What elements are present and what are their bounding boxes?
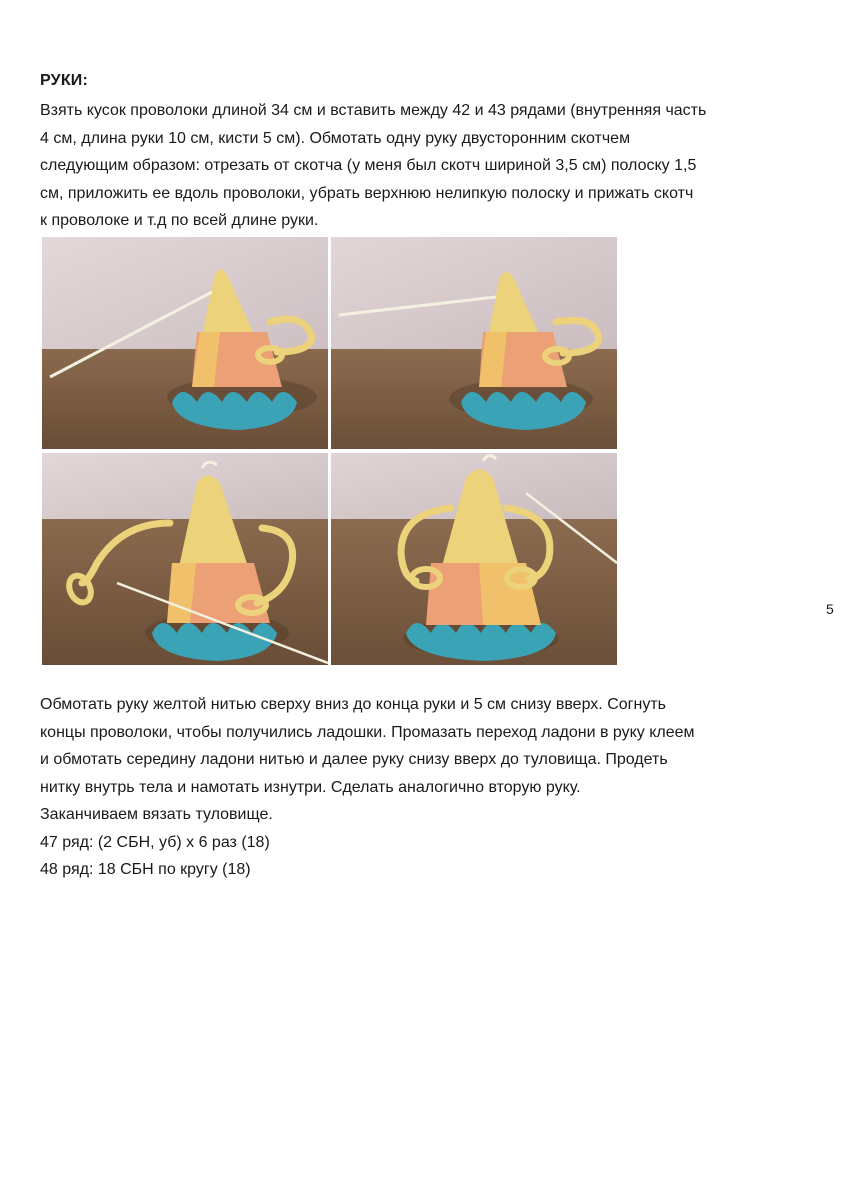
section-heading: РУКИ: bbox=[40, 72, 89, 89]
intro-line: см, приложить ее вдоль проволоки, убрать верхнюю нелипкую полоску и прижать скотч bbox=[40, 184, 694, 202]
crochet-doll-photo-icon bbox=[331, 453, 617, 665]
photo-step-3 bbox=[42, 453, 328, 665]
steps-line: Обмотать руку желтой нитью сверху вниз до конца руки и 5 см снизу вверх. Согнуть bbox=[40, 696, 666, 713]
crochet-doll-photo-icon bbox=[331, 237, 617, 449]
intro-paragraph bbox=[40, 97, 810, 235]
photo-step-1 bbox=[42, 237, 328, 449]
photo-step-4 bbox=[331, 453, 617, 665]
steps-line: 47 ряд: (2 СБН, уб) х 6 раз (18) bbox=[40, 833, 270, 851]
intro-line: 4 см, длина руки 10 см, кисти 5 см). Обмотать одну руку двусторонним скотчем bbox=[40, 129, 631, 147]
page-number: 5 bbox=[826, 601, 834, 617]
crochet-doll-photo-icon bbox=[42, 453, 328, 665]
intro-line: следующим образом: отрезать от скотча (у меня был скотч шириной 3,5 см) полоску 1,5 bbox=[40, 157, 697, 174]
steps-paragraph bbox=[40, 691, 810, 884]
steps-line: и обмотать середину ладони нитью и далее руку снизу вверх до туловища. Продеть bbox=[40, 751, 668, 768]
photo-grid bbox=[42, 237, 617, 665]
steps-line: концы проволоки, чтобы получились ладошки. Промазать переход ладони в руку клеем bbox=[40, 723, 695, 741]
photo-step-2 bbox=[331, 237, 617, 449]
crochet-doll-photo-icon bbox=[42, 237, 328, 449]
steps-line: нитку внутрь тела и намотать изнутри. Сделать аналогично вторую руку. bbox=[40, 778, 581, 796]
steps-line: Заканчиваем вязать туловище. bbox=[40, 806, 273, 823]
intro-line: к проволоке и т.д по всей длине руки. bbox=[40, 212, 319, 229]
steps-line: 48 ряд: 18 СБН по кругу (18) bbox=[40, 861, 251, 878]
intro-line: Взять кусок проволоки длиной 34 см и вставить между 42 и 43 рядами (внутренняя часть bbox=[40, 102, 707, 119]
